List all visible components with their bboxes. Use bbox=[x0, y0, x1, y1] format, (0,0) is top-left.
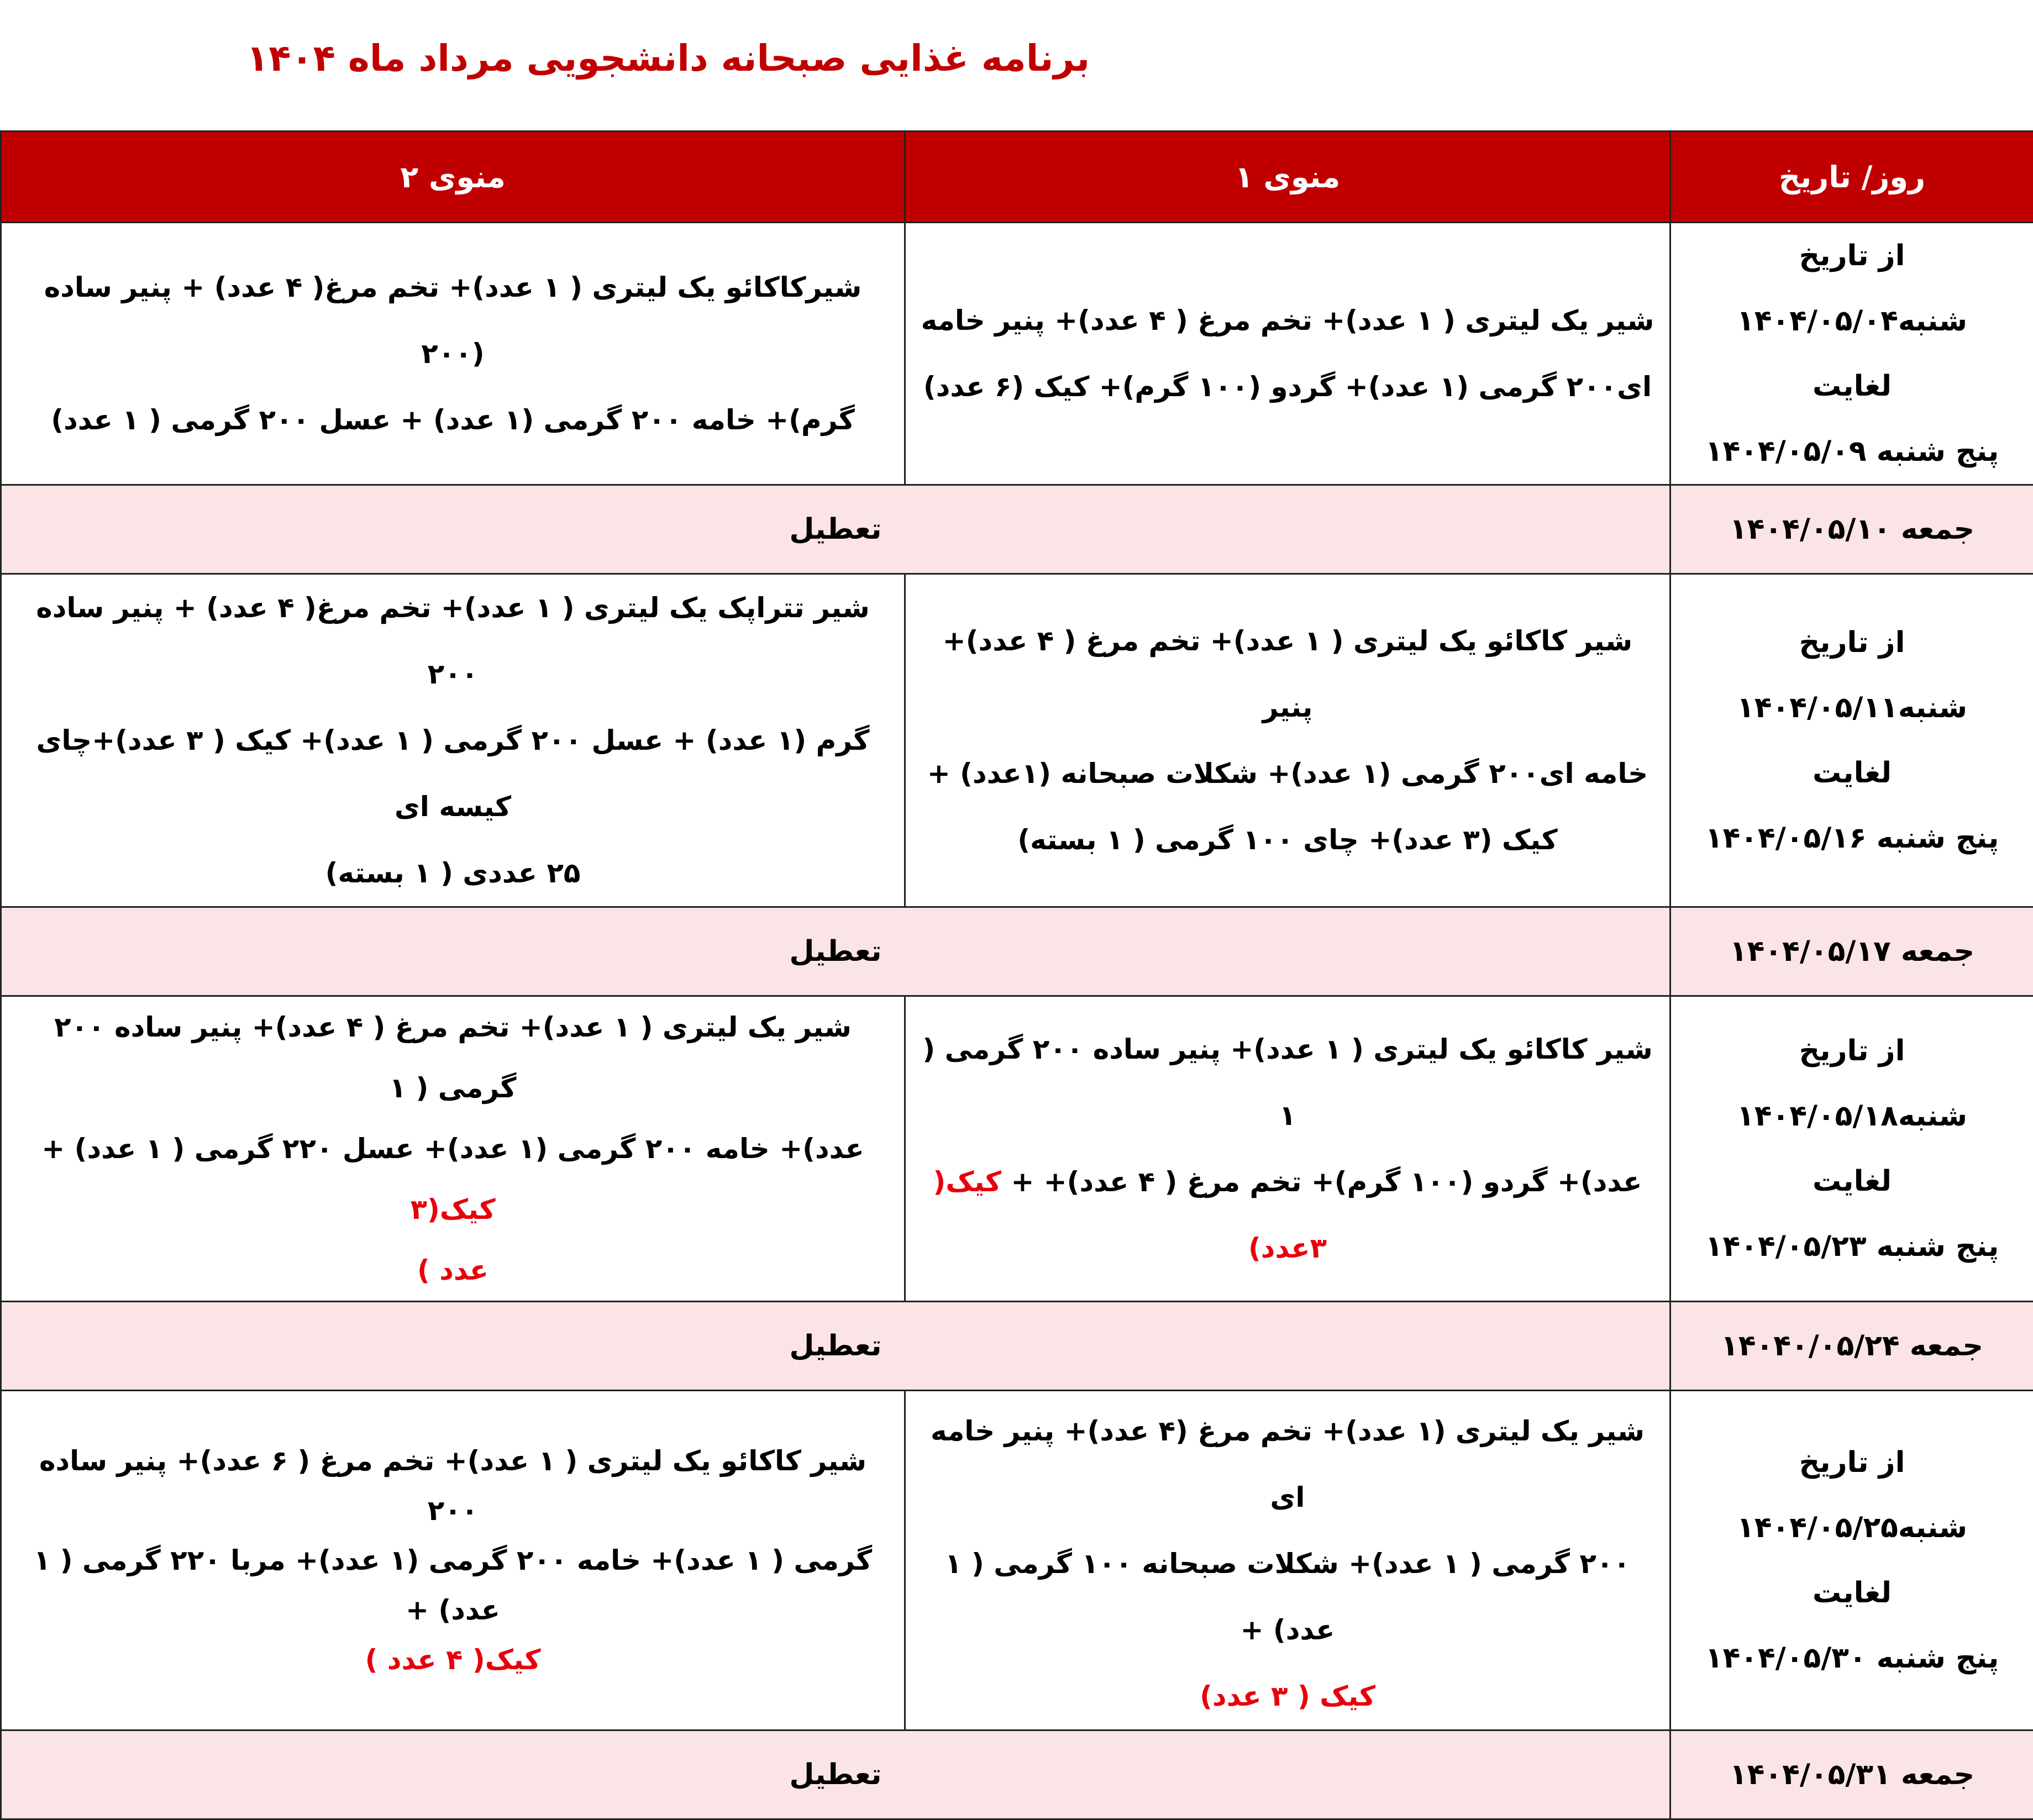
date-to: پنج شنبه ۱۴۰۴/۰۵/۰۹ bbox=[1684, 419, 2020, 484]
week-date-cell bbox=[1670, 574, 2033, 907]
menu-line: شیر یک لیتری (۱ عدد)+ تخم مرغ (۴ عدد)+ پنیر خامه ای bbox=[919, 1398, 1656, 1530]
menu-line: ۲۰۰ گرمی ( ۱ عدد)+ شکلات صبحانه ۱۰۰ گرمی ( ۱ عدد) + bbox=[919, 1530, 1656, 1663]
menu-text: عدد)+ گردو (۱۰۰ گرم)+ تخم مرغ ( ۴ عدد)+ + bbox=[1011, 1166, 1642, 1198]
breakfast-menu-table bbox=[0, 130, 2033, 1820]
menu-1-cell bbox=[905, 1391, 1670, 1730]
menu-line: ای۲۰۰ گرمی (۱ عدد)+ گردو (۱۰۰ گرم)+ کیک (۶ عدد) bbox=[919, 354, 1656, 420]
holiday-date: جمعه ۱۴۰۴/۰۵/۱۷ bbox=[1670, 907, 2033, 996]
date-from: از تاریخ شنبه۱۴۰۴/۰۵/۲۵ bbox=[1684, 1430, 2020, 1560]
page-title: برنامه غذایی صبحانه دانشجویی مرداد ماه ۱۴۰۴ bbox=[0, 32, 1336, 85]
holiday-label: تعطیل bbox=[1, 907, 1670, 996]
menu-line: شیر کاکائو یک لیتری ( ۱ عدد)+ تخم مرغ ( ۶ عدد)+ پنیر ساده ۲۰۰ bbox=[15, 1436, 891, 1535]
highlighted-item: عدد ) bbox=[15, 1240, 891, 1301]
holiday-date: جمعه ۱۴۰۴/۰۵/۳۱ bbox=[1670, 1730, 2033, 1819]
date-until: لغایت bbox=[1684, 740, 2020, 806]
highlighted-item: کیک ( ۳ عدد) bbox=[919, 1663, 1656, 1729]
header-menu-2: منوی ۲ bbox=[1, 131, 905, 223]
highlighted-item: کیک( ۴ عدد ) bbox=[15, 1635, 891, 1685]
highlighted-item: کیک(۳ bbox=[410, 1193, 495, 1225]
menu-line: شیر یک لیتری ( ۱ عدد)+ تخم مرغ ( ۴ عدد)+ پنیر خامه bbox=[919, 287, 1656, 354]
week-row bbox=[1, 1391, 2033, 1730]
date-until: لغایت bbox=[1684, 1560, 2020, 1626]
menu-line bbox=[919, 1149, 1656, 1281]
week-row bbox=[1, 223, 2033, 485]
date-from: از تاریخ شنبه۱۴۰۴/۰۵/۰۴ bbox=[1684, 223, 2020, 354]
holiday-row bbox=[1, 485, 2033, 574]
menu-line: کیک (۳ عدد)+ چای ۱۰۰ گرمی ( ۱ بسته) bbox=[919, 807, 1656, 873]
menu-line: شیرکاکائو یک لیتری ( ۱ عدد)+ تخم مرغ( ۴ عدد) + پنیر ساده (۲۰۰ bbox=[15, 254, 891, 387]
week-date-cell bbox=[1670, 223, 2033, 485]
date-to: پنج شنبه ۱۴۰۴/۰۵/۲۳ bbox=[1684, 1214, 2020, 1279]
menu-line: خامه ای۲۰۰ گرمی (۱ عدد)+ شکلات صبحانه (۱عدد) + bbox=[919, 740, 1656, 807]
menu-line: ۲۵ عددی ( ۱ بسته) bbox=[15, 840, 891, 906]
menu-line: گرم)+ خامه ۲۰۰ گرمی (۱ عدد) + عسل ۲۰۰ گرمی ( ۱ عدد) bbox=[15, 387, 891, 453]
holiday-row bbox=[1, 1302, 2033, 1391]
menu-2-cell bbox=[1, 223, 905, 485]
menu-line: شیر کاکائو یک لیتری ( ۱ عدد)+ تخم مرغ ( ۴ عدد)+ پنیر bbox=[919, 608, 1656, 740]
menu-line: شیر تتراپک یک لیتری ( ۱ عدد)+ تخم مرغ( ۴ عدد) + پنیر ساده ۲۰۰ bbox=[15, 575, 891, 707]
date-from: از تاریخ شنبه۱۴۰۴/۰۵/۱۸ bbox=[1684, 1018, 2020, 1149]
menu-line: شیر کاکائو یک لیتری ( ۱ عدد)+ پنیر ساده ۲۰۰ گرمی ( ۱ bbox=[919, 1016, 1656, 1149]
week-date-cell bbox=[1670, 1391, 2033, 1730]
menu-1-cell bbox=[905, 574, 1670, 907]
date-to: پنج شنبه ۱۴۰۴/۰۵/۱۶ bbox=[1684, 806, 2020, 871]
holiday-row bbox=[1, 1730, 2033, 1819]
week-row bbox=[1, 996, 2033, 1302]
holiday-date: جمعه ۱۴۰۴/۰۵/۱۰ bbox=[1670, 485, 2033, 574]
week-date-cell bbox=[1670, 996, 2033, 1302]
holiday-label: تعطیل bbox=[1, 1730, 1670, 1819]
highlighted-item: کیک( ۳عدد) bbox=[933, 1166, 1327, 1264]
holiday-date: جمعه ۱۴۰۴۰/۰۵/۲۴ bbox=[1670, 1302, 2033, 1391]
holiday-row bbox=[1, 907, 2033, 996]
header-row bbox=[1, 131, 2033, 223]
holiday-label: تعطیل bbox=[1, 1302, 1670, 1391]
menu-1-cell bbox=[905, 223, 1670, 485]
menu-1-cell bbox=[905, 996, 1670, 1302]
date-to: پنج شنبه ۱۴۰۴/۰۵/۳۰ bbox=[1684, 1626, 2020, 1691]
menu-line bbox=[15, 1118, 891, 1240]
menu-line: شیر یک لیتری ( ۱ عدد)+ تخم مرغ ( ۴ عدد)+ پنیر ساده ۲۰۰ گرمی ( ۱ bbox=[15, 997, 891, 1118]
date-from: از تاریخ شنبه۱۴۰۴/۰۵/۱۱ bbox=[1684, 610, 2020, 740]
week-row bbox=[1, 574, 2033, 907]
date-until: لغایت bbox=[1684, 354, 2020, 419]
header-menu-1: منوی ۱ bbox=[905, 131, 1670, 223]
date-until: لغایت bbox=[1684, 1149, 2020, 1214]
header-day-date: روز/ تاریخ bbox=[1670, 131, 2033, 223]
menu-2-cell bbox=[1, 996, 905, 1302]
menu-2-cell bbox=[1, 1391, 905, 1730]
menu-line: گرم (۱ عدد) + عسل ۲۰۰ گرمی ( ۱ عدد)+ کیک ( ۳ عدد)+چای کیسه ای bbox=[15, 707, 891, 840]
menu-2-cell bbox=[1, 574, 905, 907]
holiday-label: تعطیل bbox=[1, 485, 1670, 574]
menu-text: عدد)+ خامه ۲۰۰ گرمی (۱ عدد)+ عسل ۲۲۰ گرمی ( ۱ عدد) + bbox=[41, 1133, 864, 1165]
menu-line: گرمی ( ۱ عدد)+ خامه ۲۰۰ گرمی (۱ عدد)+ مربا ۲۲۰ گرمی ( ۱ عدد) + bbox=[15, 1535, 891, 1635]
